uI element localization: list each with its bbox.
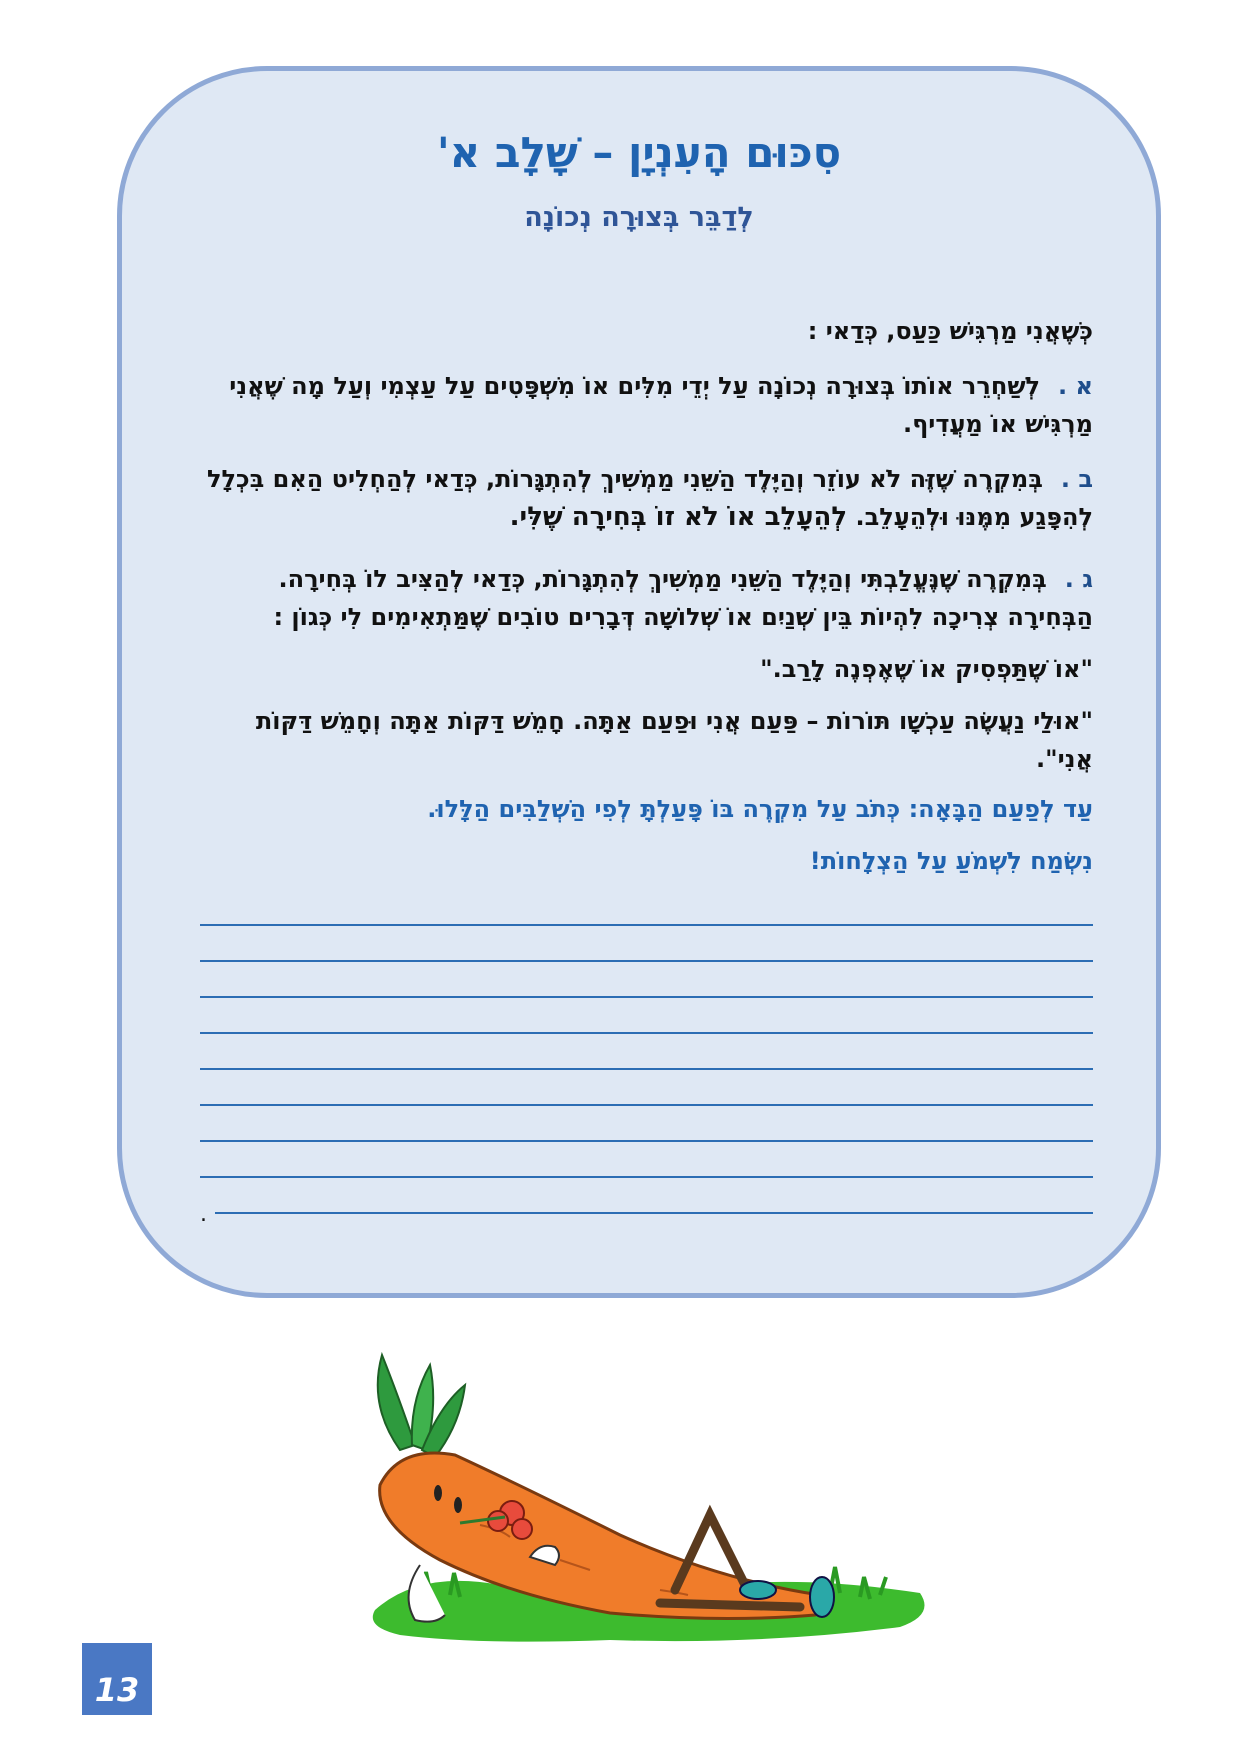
page-title: סִכּוּם הָעִנְיָן – שָׁלָב א': [436, 128, 842, 177]
carrot-illustration: [360, 1345, 940, 1675]
quote-2: "אוּלַי נַעֲשֶׂה עַכְשָׁו תּוֹרוֹת – פַּעַם אֲנִי וּפַעַם אַתָּה. חָמֵשׁ דַּקּוֹת אַתָּה וְחָמֵשׁ דַּקּוֹת אֲנִי".: [255, 707, 1093, 773]
writing-line[interactable]: [200, 1176, 1093, 1178]
page-number-badge: 13: [82, 1643, 152, 1715]
writing-line[interactable]: [200, 924, 1093, 926]
list-item-a: [200, 367, 1093, 443]
item-letter: ג .: [1064, 565, 1093, 593]
intro-line: כְּשֶׁאֲנִי מַרְגִּישׁ כַּעַס, כְּדַאי :: [807, 317, 1093, 345]
writing-line[interactable]: [200, 1140, 1093, 1142]
writing-line[interactable]: [200, 1068, 1093, 1070]
writing-line[interactable]: [200, 1032, 1093, 1034]
item-text: לְשַׁחְרֵר אוֹתוֹ בְּצוּרָה נְכוֹנָה עַל יְדֵי מִלִּים אוֹ מִשְׁפָּטִים עַל עַצְמִי וְעַל מָה שֶׁאֲנִי מַרְגִּישׁ אוֹ מַעֲדִיף.: [229, 372, 1093, 438]
item-text: בְּמִקְרֶה שֶׁנֶּעֱלַבְתִּי וְהַיֶּלֶד הַשֵּׁנִי מַמְשִׁיךְ לְהִתְגָּרוֹת, כְּדַאי לְהַצִּיב לוֹ בְּחִירָה. הַבְּחִירָה צְרִיכָה לִהְיוֹת בֵּין שְׁנַיִם אוֹ שְׁלוֹשָׁה דְּבָרִים טוֹבִים שֶׁמַּתְאִימִים לִי כְּגוֹן :: [273, 565, 1093, 631]
writing-line[interactable]: [200, 960, 1093, 962]
item-text: בְּמִקְרֶה שֶׁזֶּה לֹא עוֹזֵר וְהַיֶּלֶד הַשֵּׁנִי מַמְשִׁיךְ לְהִתְגָּרוֹת, כְּדַאי לְהַחְלִיט הַאִם בִּכְלָל לְהִפָּגַע מִמֶּנּוּ וּלְהֵעָלֵב.: [206, 465, 1093, 531]
closing-line: נִשְׂמַח לִשְׁמֹעַ עַל הַצְלָחוֹת!: [809, 847, 1093, 875]
list-item-c: [200, 560, 1093, 636]
item-letter: ב .: [1060, 465, 1093, 493]
page-subtitle: לְדַבֵּר בְּצוּרָה נְכוֹנָה: [524, 202, 754, 233]
quote-1: "אוֹ שֶׁתַּפְסִיק אוֹ שֶׁאֶפְנֶה לָרַב.": [760, 655, 1093, 683]
item-emphasis: לְהֵעָלֵב אוֹ לֹא זוֹ בְּחִירָה שֶׁלִּי.: [509, 502, 848, 532]
writing-line[interactable]: [215, 1212, 1093, 1214]
list-item-b: [200, 460, 1093, 536]
writing-line[interactable]: [200, 1104, 1093, 1106]
item-letter: א .: [1058, 372, 1093, 400]
end-mark: .: [200, 1202, 207, 1227]
homework-line: עַד לְפַעַם הַבָּאָה: כְּתֹב עַל מִקְרֶה בּוֹ פָּעַלְתָּ לְפִי הַשְׁלַבִּים הַלָּלוּ.: [427, 795, 1093, 823]
writing-line[interactable]: [200, 996, 1093, 998]
